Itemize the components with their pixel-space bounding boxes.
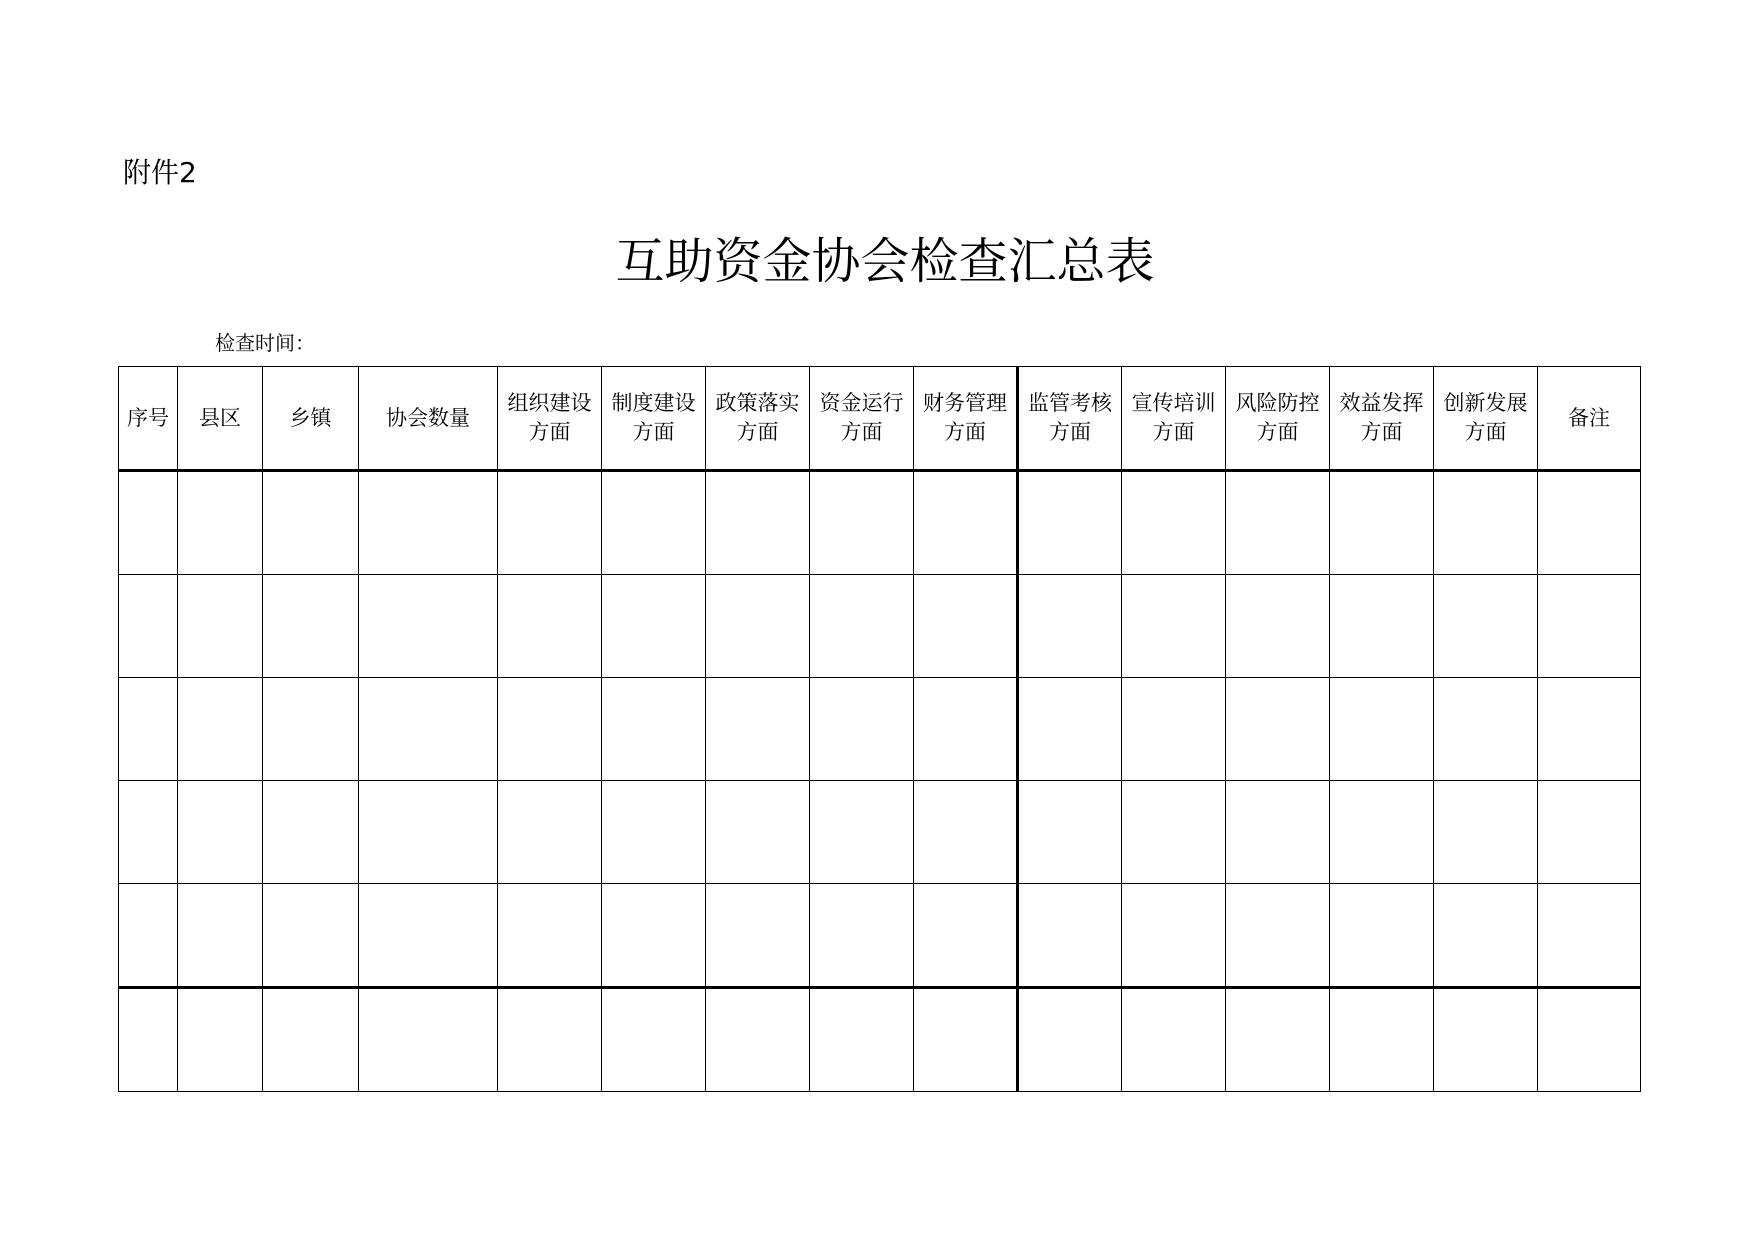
table-cell[interactable] — [1538, 678, 1641, 781]
table-cell[interactable] — [1018, 471, 1122, 575]
table-cell[interactable] — [1434, 988, 1538, 1092]
table-cell[interactable] — [1330, 575, 1434, 678]
table-cell[interactable] — [706, 575, 810, 678]
table-cell[interactable] — [263, 988, 359, 1092]
column-header-label: 协会数量 — [386, 405, 470, 430]
table-cell[interactable] — [1538, 884, 1641, 988]
table-cell[interactable] — [1226, 884, 1330, 988]
column-header-label: 资金运行 — [819, 391, 904, 415]
table-header-row — [119, 367, 1641, 471]
table-cell[interactable] — [359, 884, 498, 988]
column-header-remarks — [1538, 367, 1641, 471]
table-cell[interactable] — [602, 575, 706, 678]
column-header-sublabel: 方面 — [944, 420, 986, 444]
table-cell[interactable] — [914, 988, 1018, 1092]
table-cell[interactable] — [178, 575, 263, 678]
column-header-sublabel: 方面 — [1152, 420, 1195, 444]
column-header-label: 序号 — [127, 405, 169, 430]
table-cell[interactable] — [810, 575, 914, 678]
table-cell[interactable] — [1538, 988, 1641, 1092]
table-cell[interactable] — [1434, 471, 1538, 575]
table-cell[interactable] — [914, 781, 1018, 884]
column-header-sublabel: 方面 — [528, 420, 571, 444]
table-row — [119, 781, 1641, 884]
table-cell[interactable] — [1018, 678, 1122, 781]
column-header-benefits — [1330, 367, 1434, 471]
column-header-organization — [498, 367, 602, 471]
table-cell[interactable] — [1538, 471, 1641, 575]
attachment-label: 附件2 — [123, 156, 197, 189]
table-cell[interactable] — [810, 678, 914, 781]
column-header-label: 监管考核 — [1028, 391, 1112, 415]
column-header-county — [178, 367, 263, 471]
column-header-label: 备注 — [1568, 405, 1610, 430]
column-header-label: 风险防控 — [1235, 391, 1320, 415]
table-cell[interactable] — [1122, 781, 1226, 884]
table-cell[interactable] — [1122, 678, 1226, 781]
table-cell[interactable] — [263, 884, 359, 988]
table-cell[interactable] — [1018, 988, 1122, 1092]
column-header-policy — [706, 367, 810, 471]
table-cell[interactable] — [263, 678, 359, 781]
table-cell[interactable] — [810, 781, 914, 884]
table-cell[interactable] — [119, 988, 178, 1092]
table-cell[interactable] — [1226, 471, 1330, 575]
column-header-serial — [119, 367, 178, 471]
table-cell[interactable] — [119, 781, 178, 884]
table-cell[interactable] — [914, 575, 1018, 678]
table-cell[interactable] — [263, 575, 359, 678]
table-cell[interactable] — [263, 781, 359, 884]
table-cell[interactable] — [1330, 884, 1434, 988]
table-cell[interactable] — [119, 884, 178, 988]
table-cell[interactable] — [1226, 781, 1330, 884]
table-cell[interactable] — [1122, 884, 1226, 988]
table-cell[interactable] — [498, 988, 602, 1092]
column-header-finance — [914, 367, 1018, 471]
table-cell[interactable] — [178, 988, 263, 1092]
table-cell[interactable] — [1330, 471, 1434, 575]
table-cell[interactable] — [498, 781, 602, 884]
table-cell[interactable] — [914, 884, 1018, 988]
column-header-association-count — [359, 367, 498, 471]
column-header-system — [602, 367, 706, 471]
table-cell[interactable] — [1538, 575, 1641, 678]
table-cell[interactable] — [178, 471, 263, 575]
table-cell[interactable] — [706, 884, 810, 988]
table-cell[interactable] — [359, 678, 498, 781]
table-cell[interactable] — [1330, 988, 1434, 1092]
column-header-label: 制度建设 — [611, 391, 696, 415]
column-header-supervision — [1018, 367, 1122, 471]
column-header-label: 组织建设 — [507, 391, 592, 415]
column-header-sublabel: 方面 — [1256, 420, 1299, 444]
table-cell[interactable] — [602, 781, 706, 884]
table-cell[interactable] — [1434, 781, 1538, 884]
table-cell[interactable] — [914, 678, 1018, 781]
page-title: 互助资金协会检查汇总表 — [615, 233, 1155, 290]
table-cell[interactable] — [178, 884, 263, 988]
column-header-training — [1122, 367, 1226, 471]
table-cell[interactable] — [119, 678, 178, 781]
table-cell[interactable] — [178, 781, 263, 884]
table-cell[interactable] — [1018, 884, 1122, 988]
column-header-label: 县区 — [199, 405, 241, 430]
table-cell[interactable] — [1330, 678, 1434, 781]
table-cell[interactable] — [1018, 575, 1122, 678]
table-cell[interactable] — [1434, 678, 1538, 781]
table-cell[interactable] — [1122, 471, 1226, 575]
table-cell[interactable] — [706, 471, 810, 575]
table-cell[interactable] — [810, 988, 914, 1092]
table-cell[interactable] — [1226, 988, 1330, 1092]
table-cell[interactable] — [359, 988, 498, 1092]
column-header-sublabel: 方面 — [632, 420, 675, 444]
table-cell[interactable] — [1434, 575, 1538, 678]
table-cell[interactable] — [178, 678, 263, 781]
table-cell[interactable] — [706, 988, 810, 1092]
column-header-sublabel: 方面 — [840, 420, 883, 444]
table-cell[interactable] — [1434, 884, 1538, 988]
table-cell[interactable] — [810, 884, 914, 988]
table-cell[interactable] — [1122, 575, 1226, 678]
table-cell[interactable] — [119, 471, 178, 575]
table-cell[interactable] — [359, 471, 498, 575]
table-cell[interactable] — [1330, 781, 1434, 884]
table-row — [119, 884, 1641, 988]
column-header-innovation — [1434, 367, 1538, 471]
column-header-label: 财务管理 — [923, 391, 1007, 415]
table-cell[interactable] — [602, 884, 706, 988]
table-cell[interactable] — [1538, 781, 1641, 884]
column-header-label: 政策落实 — [715, 391, 800, 415]
table-cell[interactable] — [498, 575, 602, 678]
table-cell[interactable] — [1226, 678, 1330, 781]
table-cell[interactable] — [706, 781, 810, 884]
table-cell[interactable] — [359, 575, 498, 678]
table-row — [119, 988, 1641, 1092]
table-cell[interactable] — [359, 781, 498, 884]
column-header-risk-control — [1226, 367, 1330, 471]
table-cell[interactable] — [810, 471, 914, 575]
column-header-label: 乡镇 — [289, 405, 332, 430]
inspection-time-label: 检查时间： — [215, 331, 315, 355]
table-row — [119, 575, 1641, 678]
table-cell[interactable] — [914, 471, 1018, 575]
table-body — [119, 471, 1641, 1092]
table-cell[interactable] — [263, 471, 359, 575]
table-cell[interactable] — [498, 678, 602, 781]
table-cell[interactable] — [498, 884, 602, 988]
table-cell[interactable] — [602, 471, 706, 575]
column-header-label: 效益发挥 — [1339, 391, 1424, 415]
column-header-label: 创新发展 — [1443, 391, 1528, 415]
table-cell[interactable] — [1226, 575, 1330, 678]
column-header-sublabel: 方面 — [736, 420, 779, 444]
table-cell[interactable] — [498, 471, 602, 575]
inspection-summary-table — [118, 366, 1641, 1092]
column-header-sublabel: 方面 — [1049, 420, 1091, 444]
column-header-sublabel: 方面 — [1360, 420, 1403, 444]
column-header-label: 宣传培训 — [1131, 391, 1216, 415]
table-cell[interactable] — [706, 678, 810, 781]
table-cell[interactable] — [1122, 988, 1226, 1092]
column-header-fund-operation — [810, 367, 914, 471]
table-row — [119, 471, 1641, 575]
table-cell[interactable] — [119, 575, 178, 678]
table-row — [119, 678, 1641, 781]
column-header-sublabel: 方面 — [1464, 420, 1507, 444]
table-cell[interactable] — [602, 678, 706, 781]
table-cell[interactable] — [602, 988, 706, 1092]
table-cell[interactable] — [1018, 781, 1122, 884]
column-header-township — [263, 367, 359, 471]
